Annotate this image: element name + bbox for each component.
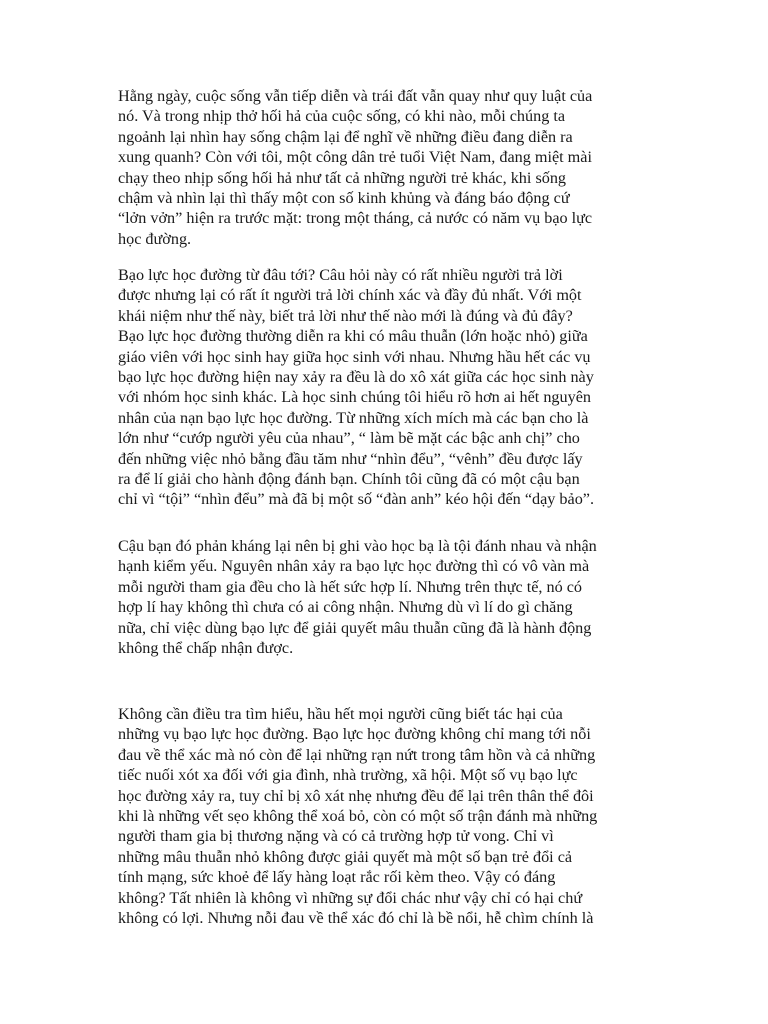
- text-line: người tham gia bị thương nặng và có cả trường hợp tử vong. Chỉ vì: [118, 827, 554, 846]
- text-line: nữa, chỉ việc dùng bạo lực để giải quyết mâu thuẫn cũng đã là hành động: [118, 618, 592, 637]
- text-line: Không cần điều tra tìm hiểu, hầu hết mọi người cũng biết tác hại của: [118, 705, 563, 723]
- text-line: chạy theo nhịp sống hối hả như tất cả những người trẻ khác, khi sống: [118, 168, 567, 187]
- text-line: hợp lí hay không thì chưa có ai công nhận. Nhưng dù vì lí do gì chăng: [118, 598, 573, 617]
- text-line: tiếc nuối xót xa đối với gia đình, nhà trường, xã hội. Một số vụ bạo lực: [118, 766, 578, 785]
- text-line: đến những việc nhỏ bằng đầu tăm như “nhìn đểu”, “vênh” đều được lấy: [118, 449, 583, 468]
- text-line: nó. Và trong nhịp thở hối hả của cuộc sống, có khi nào, mỗi chúng ta: [118, 107, 566, 126]
- text-line: nhân của nạn bạo lực học đường. Từ những xích mích mà các bạn cho là: [118, 408, 589, 427]
- text-line: giáo viên với học sinh hay giữa học sinh với nhau. Nhưng hầu hết các vụ: [118, 347, 591, 366]
- paragraph-causes: [118, 265, 658, 510]
- paragraph-harms: [118, 704, 658, 928]
- text-line: xung quanh? Còn với tôi, một công dân trẻ tuổi Việt Nam, đang miệt mài: [118, 148, 592, 167]
- text-line: được nhưng lại có rất ít người trả lời chính xác và đầy đủ nhất. Với một: [118, 286, 582, 305]
- text-line: đau về thể xác mà nó còn để lại những rạn nứt trong tâm hồn và cả những: [118, 745, 596, 764]
- paragraph-consequence: [118, 536, 658, 658]
- text-line: lớn như “cướp người yêu của nhau”, “ làm bẽ mặt các bậc anh chị” cho: [118, 429, 580, 448]
- text-line: tính mạng, sức khoẻ để lấy hàng loạt rắc rối kèm theo. Vậy có đáng: [118, 868, 556, 887]
- text-line: Cậu bạn đó phản kháng lại nên bị ghi vào học bạ là tội đánh nhau và nhận: [118, 537, 597, 555]
- text-line: những vụ bạo lực học đường. Bạo lực học đường không chỉ mang tới nỗi: [118, 725, 591, 744]
- text-line: ra để lí giải cho hành động đánh bạn. Chính tôi cũng đã có một cậu bạn: [118, 469, 580, 488]
- paragraph-intro: [118, 86, 658, 249]
- text-line: không? Tất nhiên là không vì những sự đổi chác như vậy chỉ có hại chứ: [118, 888, 583, 907]
- text-line: những mâu thuẫn nhỏ không được giải quyết mà một số bạn trẻ đổi cả: [118, 847, 573, 866]
- text-line: chỉ vì “tội” “nhìn đểu” mà đã bị một số “đàn anh” kéo hội đến “dạy bảo”.: [118, 490, 595, 509]
- text-line: Hằng ngày, cuộc sống vẫn tiếp diễn và trái đất vẫn quay như quy luật của: [118, 87, 593, 105]
- text-line: “lởn vởn” hiện ra trước mặt: trong một tháng, cả nước có năm vụ bạo lực: [118, 209, 593, 228]
- text-line: học đường xảy ra, tuy chỉ bị xô xát nhẹ nhưng đều để lại trên thân thể đôi: [118, 786, 594, 805]
- text-line: chậm và nhìn lại thì thấy một con số kinh khủng và đáng báo động cứ: [118, 188, 570, 207]
- text-line: Bạo lực học đường thường diễn ra khi có mâu thuẫn (lớn hoặc nhỏ) giữa: [118, 327, 588, 346]
- text-line: khái niệm như thế này, biết trả lời như thế nào mới là đúng và đủ đây?: [118, 306, 573, 325]
- text-line: mỗi người tham gia đều cho là hết sức hợp lí. Nhưng trên thực tế, nó có: [118, 577, 582, 596]
- text-line: Bạo lực học đường từ đâu tới? Câu hỏi này có rất nhiều người trả lời: [118, 266, 563, 284]
- text-line: khi là những vết sẹo không thể xoá bỏ, còn có một số trận đánh mà những: [118, 806, 598, 825]
- text-line: bạo lực học đường hiện nay xảy ra đều là do xô xát giữa các học sinh này: [118, 367, 594, 386]
- text-line: ngoảnh lại nhìn hay sống chậm lại để nghĩ về những điều đang diễn ra: [118, 127, 573, 146]
- text-line: không thể chấp nhận được.: [118, 638, 294, 657]
- text-line: với nhóm học sinh khác. Là học sinh chúng tôi hiểu rõ hơn ai hết nguyên: [118, 388, 591, 407]
- text-line: không có lợi. Nhưng nỗi đau về thể xác đó chỉ là bề nổi, hễ chìm chính là: [118, 908, 594, 927]
- text-line: hạnh kiểm yếu. Nguyên nhân xảy ra bạo lực học đường thì có vô vàn mà: [118, 557, 590, 576]
- text-line: học đường.: [118, 229, 192, 248]
